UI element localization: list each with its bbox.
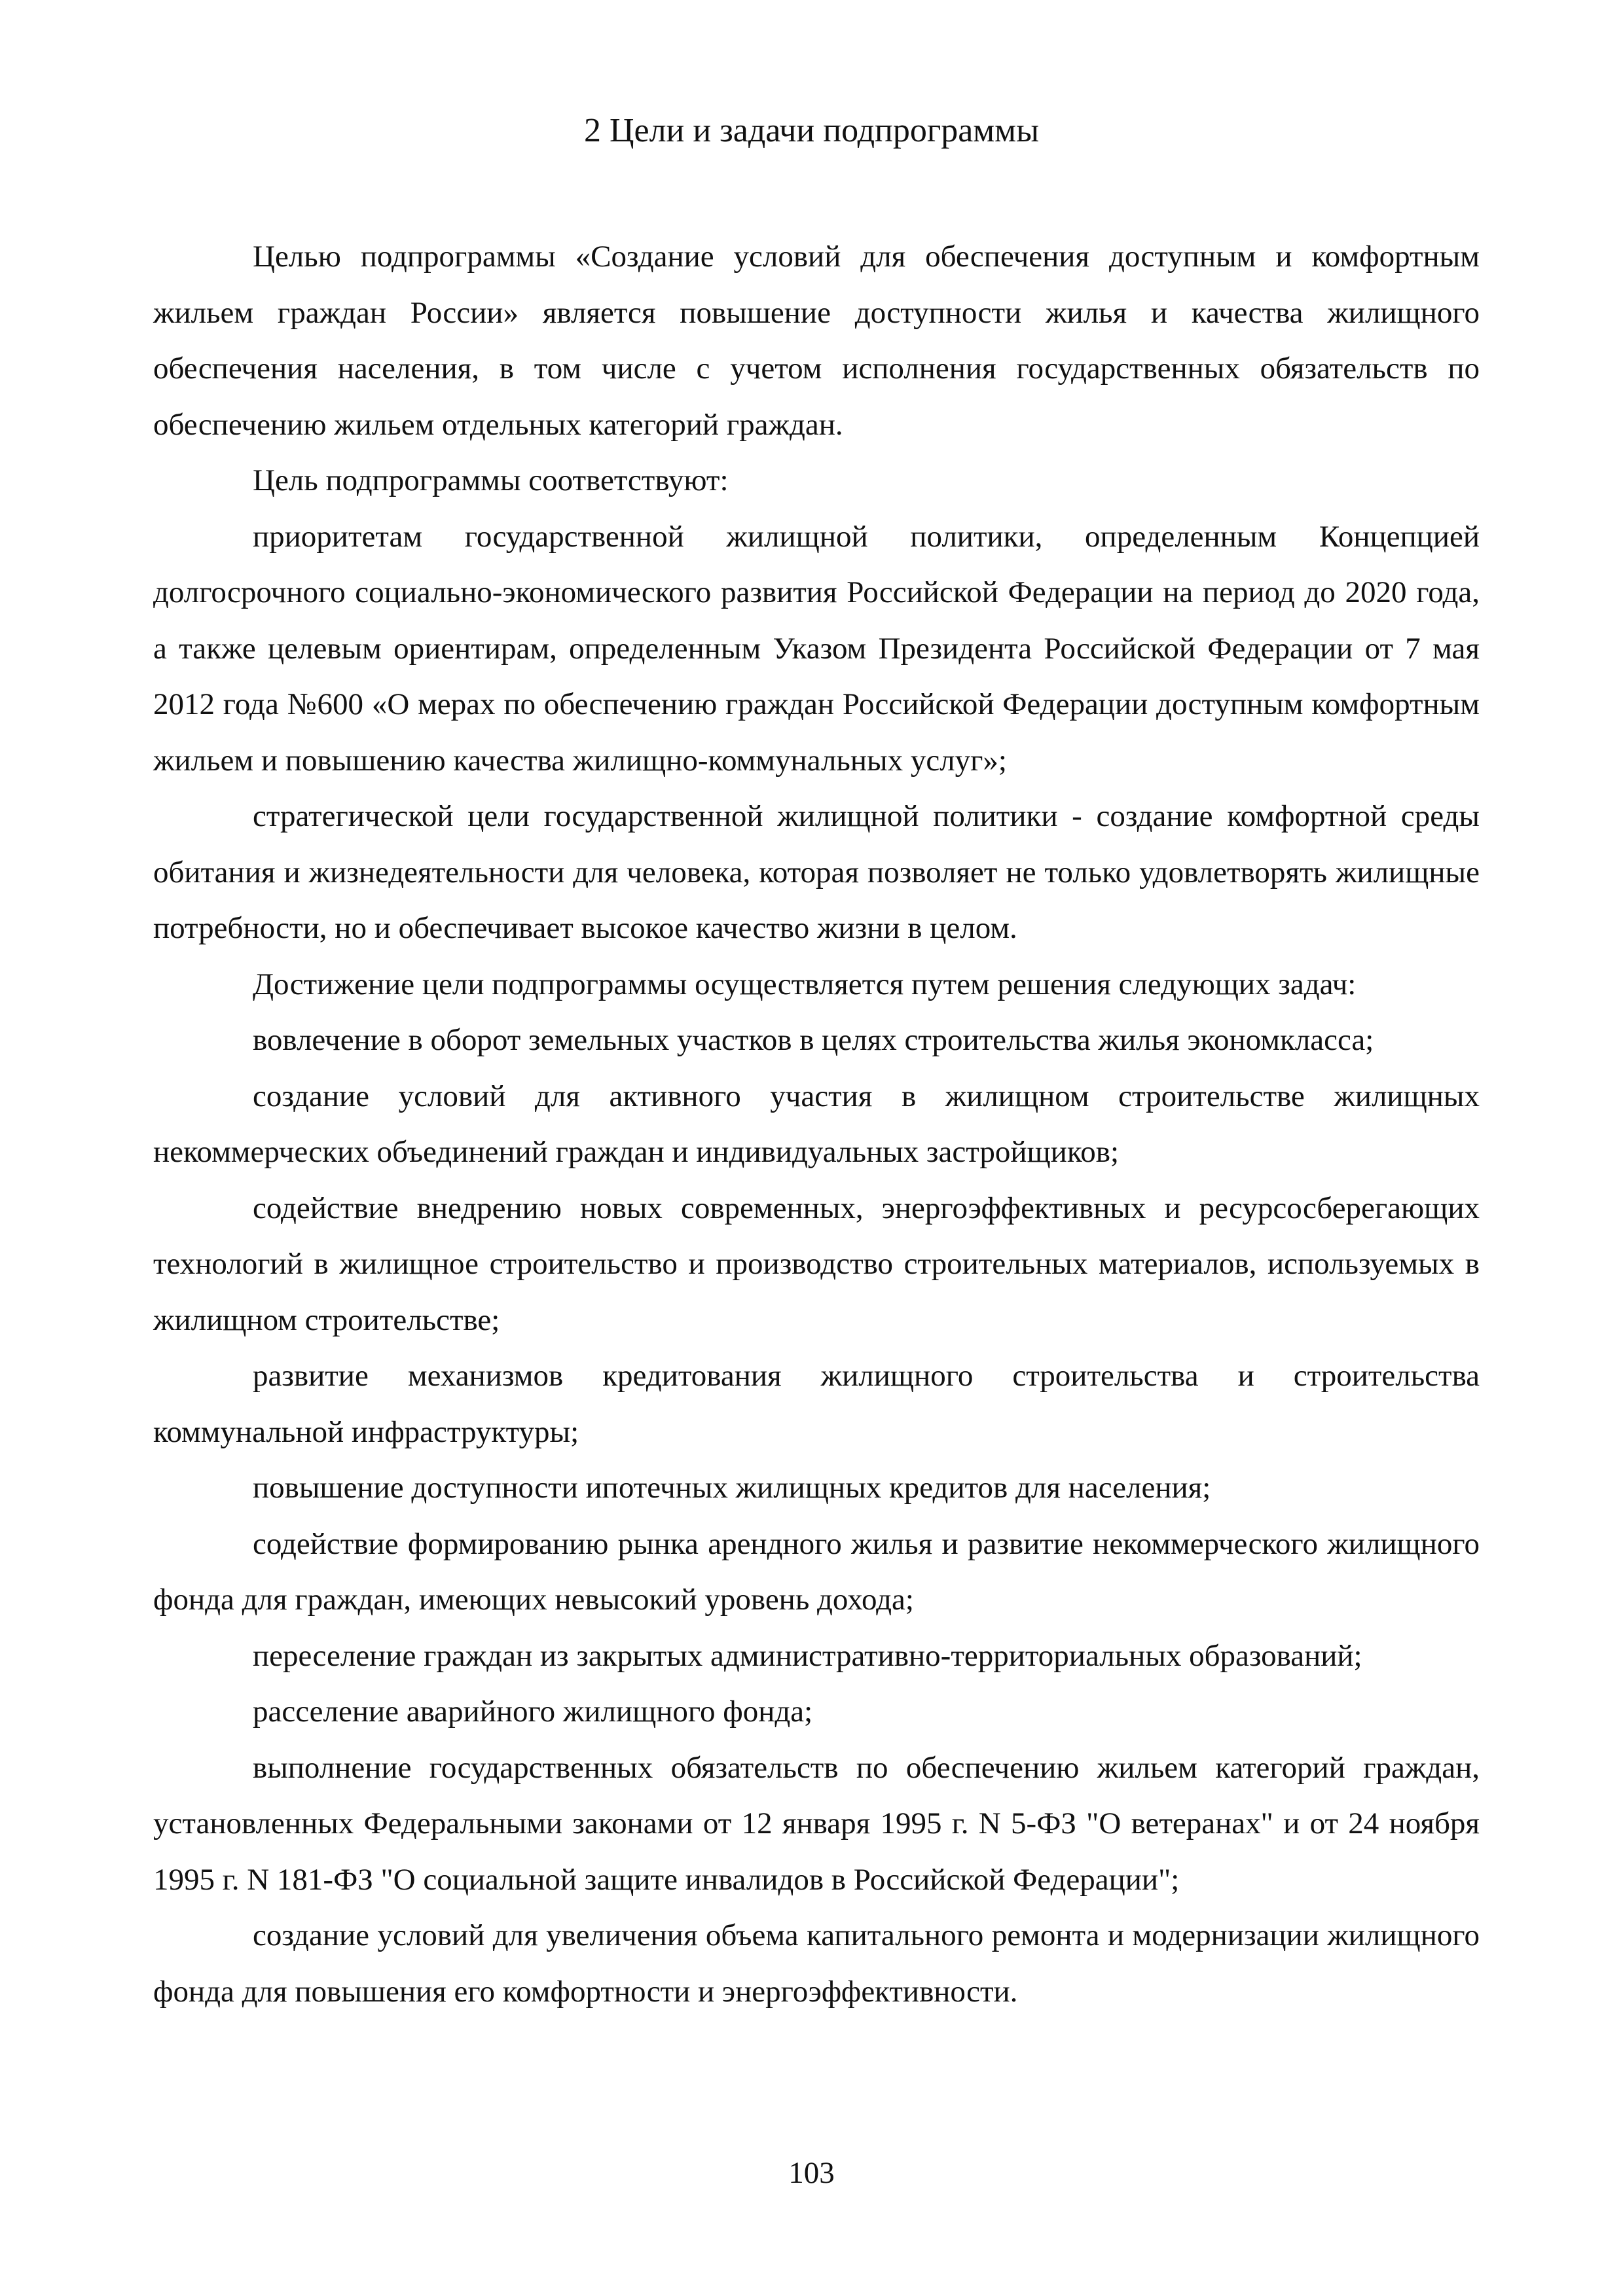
task-nonprofit-associations: создание условий для активного участия в жилищном строительстве жилищных некоммерческих объединений граждан и индивидуальных застройщиков; — [153, 1079, 1480, 1169]
task-resettlement-closed-territories: переселение граждан из закрытых административно-территориальных образований; — [253, 1638, 1362, 1673]
task-rental-market: содействие формированию рынка арендного жилья и развитие некоммерческого жилищного фонда для граждан, имеющих невысокий уровень дохода; — [153, 1526, 1480, 1617]
paragraph-priorities: приоритетам государственной жилищной политики, определенным Концепцией долгосрочного социально-экономического развития Российской Федерации на период до 2020 года, а также целевым ориентирам, определенным Указом Президента Российской Федерации от 7 мая 2012 года №600 «О мерах по обеспечению граждан Российской Федерации доступным комфортным жильем и повышению качества жилищно-коммунальных услуг»; — [153, 519, 1480, 778]
task-emergency-housing: расселение аварийного жилищного фонда; — [253, 1695, 813, 1729]
paragraph-tasks-intro: Достижение цели подпрограммы осуществляется путем решения следующих задач: — [253, 967, 1357, 1001]
task-capital-repair: создание условий для увеличения объема капитального ремонта и модернизации жилищного фонда для повышения его комфортности и энергоэффективности. — [153, 1918, 1480, 2009]
task-mortgage-availability: повышение доступности ипотечных жилищных кредитов для населения; — [253, 1471, 1211, 1505]
paragraph-strategic-goal: стратегической цели государственной жилищной политики - создание комфортной среды обитания и жизнедеятельности для человека, которая позволяет не только удовлетворять жилищные потребности, но и обеспечивает высокое качество жизни в целом. — [153, 799, 1480, 945]
paragraph-goal: Целью подпрограммы «Создание условий для обеспечения доступным и комфортным жильем граждан России» является повышение доступности жилья и качества жилищного обеспечения населения, в том числе с учетом исполнения государственных обязательств по обеспечению жильем отдельных категорий граждан. — [153, 240, 1480, 442]
body-text — [153, 229, 1480, 2020]
paragraph-goal-corresponds: Цель подпрограммы соответствуют: — [253, 463, 729, 497]
task-land-plots: вовлечение в оборот земельных участков в целях строительства жилья экономкласса; — [253, 1023, 1374, 1057]
page-number: 103 — [788, 2156, 835, 2190]
section-heading: 2 Цели и задачи подпрограммы — [583, 112, 1040, 149]
task-state-obligations: выполнение государственных обязательств по обеспечению жильем категорий граждан, установленных Федеральными законами от 12 января 1995 г. N 5-ФЗ "О ветеранах" и от 24 ноября 1995 г. N 181-ФЗ "О социальной защите инвалидов в Российской Федерации"; — [153, 1750, 1480, 1897]
task-crediting-mechanisms: развитие механизмов кредитования жилищного строительства и строительства коммунальной инфраструктуры; — [153, 1359, 1480, 1449]
task-energy-efficient-technologies: содействие внедрению новых современных, энергоэффективных и ресурсосберегающих технологий в жилищное строительство и производство строительных материалов, используемых в жилищном строительстве; — [153, 1191, 1480, 1337]
